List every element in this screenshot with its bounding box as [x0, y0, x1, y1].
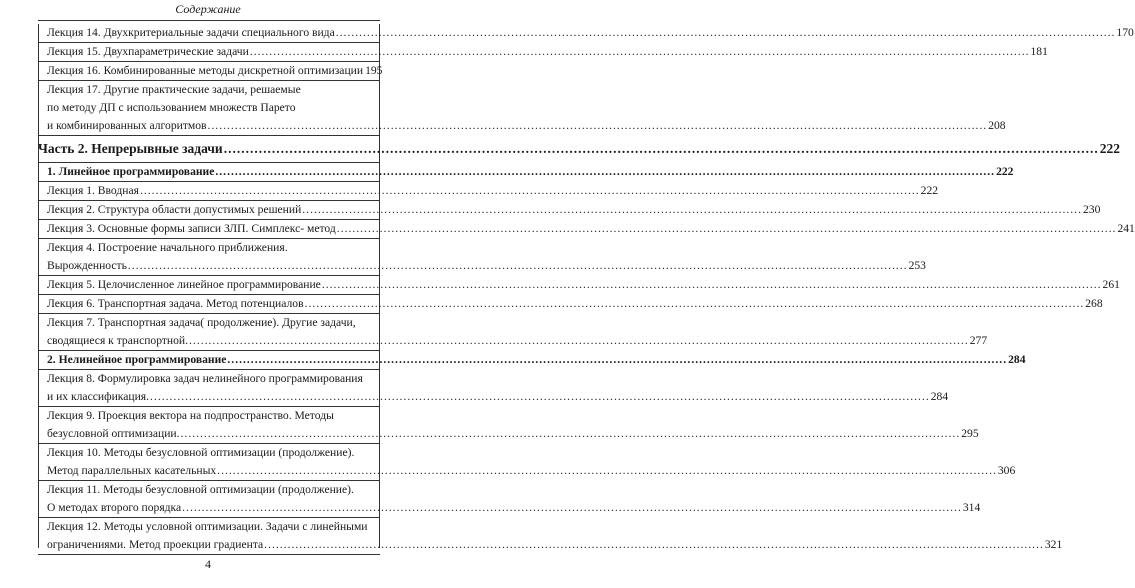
dot-leader: ........................................................................................................................................................................................................ [223, 141, 1099, 156]
toc-entry-title: Часть 2. Непрерывные задачи [38, 141, 223, 156]
toc-entry-text-line: Лекция 10. Методы безусловной оптимизации (продолжение). [47, 446, 355, 459]
toc-entry-title: Лекция 3. Основные формы записи ЗЛП. Симплекс- метод [47, 222, 336, 235]
toc-entry-title: Лекция 16. Комбинированные методы дискретной оптимизации [47, 64, 364, 77]
toc-entry-text-line: Лекция 11. Методы безусловной оптимизации (продолжение). [47, 483, 354, 496]
toc-section-heading [38, 163, 1014, 182]
toc-page-number: 295 [961, 427, 979, 440]
toc-page-number: 222 [920, 184, 939, 197]
toc-page-number: 261 [1102, 278, 1120, 291]
toc-part-heading [38, 136, 1120, 163]
toc-entry-title: О методах второго порядка [47, 501, 182, 514]
toc-page-number: 241 [1117, 222, 1135, 235]
toc-page-number: 222 [1099, 141, 1120, 156]
dot-leader: ........................................................................................................................................................................................................ [321, 278, 1102, 291]
toc-entry-text-line: Лекция 12. Методы условной оптимизации. Задачи с линейными [47, 520, 368, 533]
toc-entry-title: и комбинированных алгоритмов [47, 119, 207, 132]
toc-entry-title: сводящиеся к транспортной. [47, 334, 189, 347]
toc-page-number: 170 [1116, 26, 1134, 39]
toc-entry [38, 407, 979, 444]
toc-entry-title: ограничениями. Метод проекции градиента [47, 538, 264, 551]
toc-entry-text-line: Лекция 7. Транспортная задача( продолжение). Другие задачи, [47, 316, 356, 329]
toc-entry [38, 24, 1134, 43]
toc-section-heading [38, 351, 1026, 370]
toc-page-number: 253 [908, 259, 926, 272]
dot-leader: ........................................................................................................................................................................................................ [215, 165, 996, 178]
toc-entry-title: и их классификация. [47, 390, 150, 403]
toc-page-number: 268 [1085, 297, 1103, 310]
toc-entry-title: безусловной оптимизации. [47, 427, 180, 440]
toc-page-number: 284 [1008, 353, 1026, 366]
toc-entry [38, 201, 1101, 220]
dot-leader: ........................................................................................................................................................................................................ [264, 538, 1044, 551]
header-rule [38, 20, 380, 21]
dot-leader: ........................................................................................................................................................................................................ [336, 222, 1117, 235]
page-number: 4 [205, 557, 211, 571]
toc-page-number: 208 [988, 119, 1006, 132]
toc-entry-text-line: по методу ДП с использованием множеств Парето [47, 101, 296, 114]
toc-entry [38, 481, 981, 518]
toc-page-number: 314 [962, 501, 981, 514]
toc-entry [38, 370, 949, 407]
dot-leader: ........................................................................................................................................................................................................ [180, 427, 961, 440]
toc-page-number: 181 [1030, 45, 1048, 58]
toc-entry [38, 295, 1103, 314]
toc-entry-title: Метод параллельных касательных [47, 464, 217, 477]
toc-entry [38, 314, 988, 351]
toc-page-number: 222 [996, 165, 1014, 178]
toc-entry-title: Вырожденность [47, 259, 127, 272]
dot-leader: ........................................................................................................................................................................................................ [217, 464, 997, 477]
toc-entry [38, 518, 1063, 555]
dot-leader: ........................................................................................................................................................................................................ [182, 501, 962, 514]
dot-leader: ........................................................................................................................................................................................................ [150, 390, 930, 403]
toc-entry-text-line: Лекция 17. Другие практические задачи, решаемые [47, 83, 301, 96]
toc-entry-title: Лекция 15. Двухпараметрические задачи [47, 45, 249, 58]
toc-entry [38, 62, 383, 81]
running-header: Содержание [175, 2, 241, 16]
toc-entry [38, 239, 926, 276]
toc-entry [38, 220, 1135, 239]
toc-page-number: 195 [365, 64, 383, 77]
toc-page-number: 277 [969, 334, 988, 347]
toc-entry-title: 1. Линейное программирование [47, 165, 215, 178]
toc-entry [38, 81, 1006, 136]
table-of-contents [38, 24, 1135, 551]
toc-page-number: 306 [997, 464, 1016, 477]
toc-entry [38, 276, 1120, 295]
toc-entry-title: Лекция 2. Структура области допустимых решений [47, 203, 302, 216]
dot-leader: ........................................................................................................................................................................................................ [227, 353, 1008, 366]
toc-entry-title: Лекция 5. Целочисленное линейное программирование [47, 278, 321, 291]
dot-leader: ........................................................................................................................................................................................................ [189, 334, 969, 347]
toc-entry-text-line: Лекция 4. Построение начального приближения. [47, 241, 288, 254]
dot-leader: ........................................................................................................................................................................................................ [207, 119, 988, 132]
toc-entry [38, 182, 939, 201]
toc-entry [38, 444, 1016, 481]
toc-page-number: 230 [1082, 203, 1101, 216]
dot-leader: ........................................................................................................................................................................................................ [304, 297, 1085, 310]
toc-entry-text-line: Лекция 9. Проекция вектора на подпространство. Методы [47, 409, 334, 422]
toc-entry-title: Лекция 6. Транспортная задача. Метод потенциалов [47, 297, 304, 310]
toc-entry-title: Лекция 14. Двухкритериальные задачи специального вида [47, 26, 335, 39]
toc-entry-title: 2. Нелинейное программирование [47, 353, 227, 366]
toc-entry-title: Лекция 1. Вводная [47, 184, 139, 197]
dot-leader: ........................................................................................................................................................................................................ [249, 45, 1030, 58]
dot-leader: ........................................................................................................................................................................................................ [302, 203, 1082, 216]
toc-page-number: 321 [1044, 538, 1063, 551]
dot-leader: ........................................................................................................................................................................................................ [335, 26, 1116, 39]
toc-entry [38, 43, 1048, 62]
toc-page-number: 284 [930, 390, 949, 403]
dot-leader: ........................................................................................................................................................................................................ [127, 259, 908, 272]
toc-entry-text-line: Лекция 8. Формулировка задач нелинейного программирования [47, 372, 363, 385]
dot-leader: ........................................................................................................................................................................................................ [139, 184, 920, 197]
